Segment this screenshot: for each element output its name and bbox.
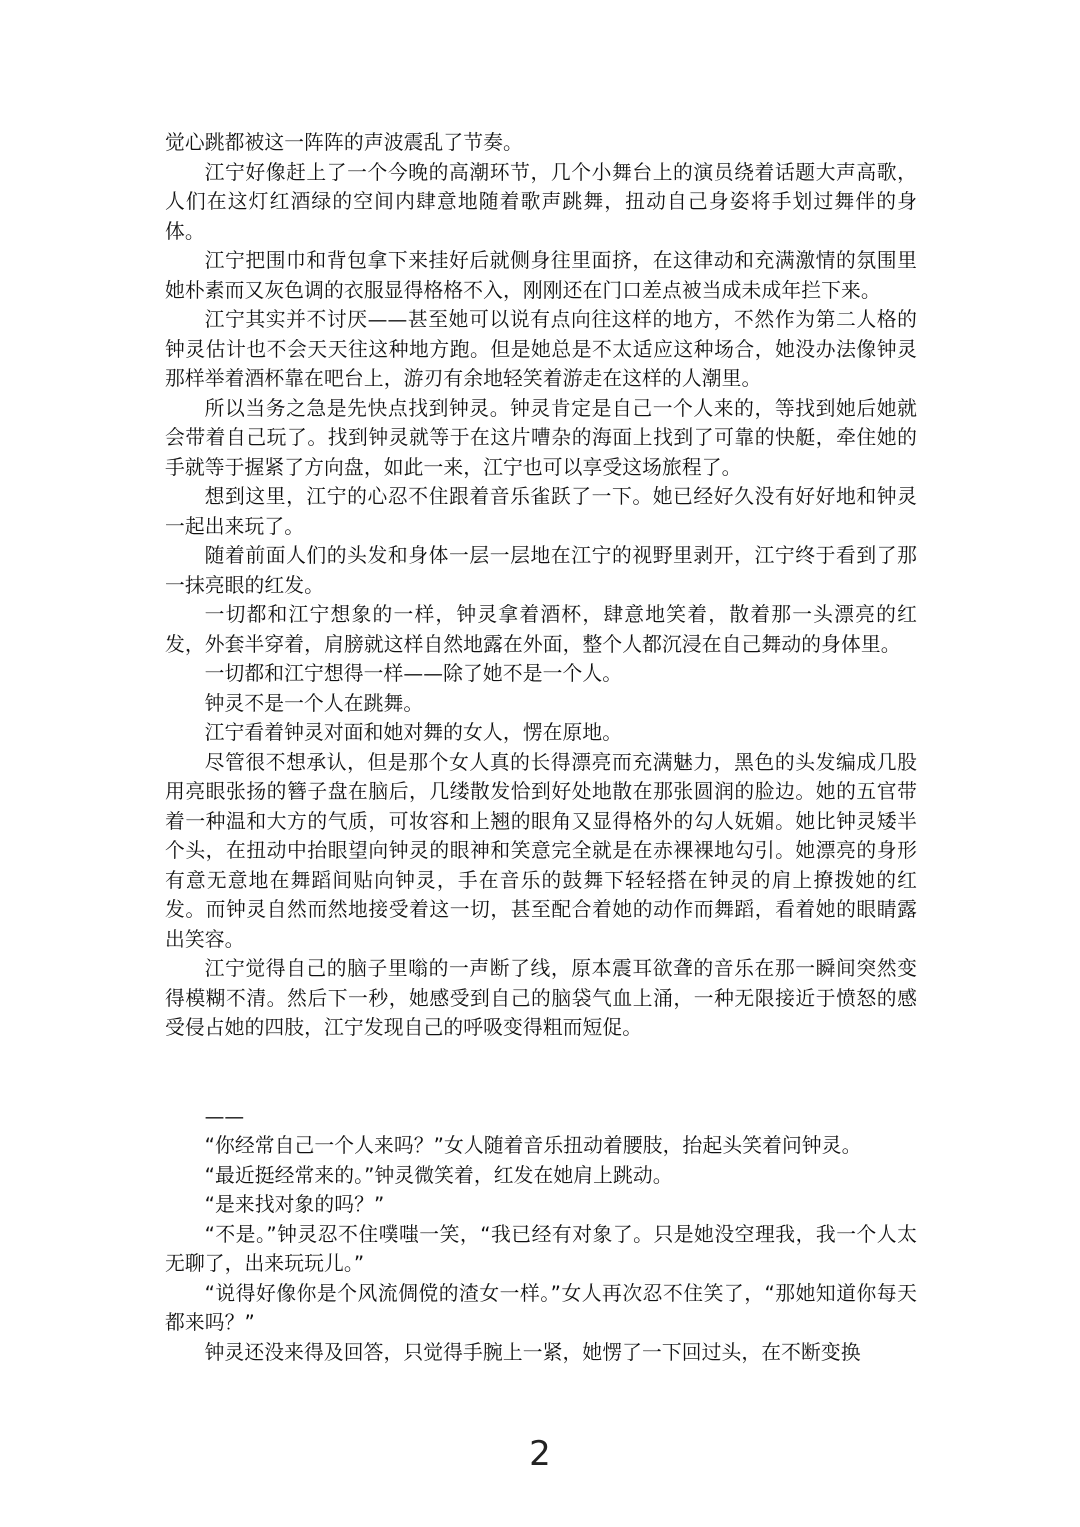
paragraph: 江宁把围巾和背包拿下来挂好后就侧身往里面挤，在这律动和充满激情的氛围里她朴素而又灰色调的衣服显得格格不入，刚刚还在门口差点被当成未成年拦下来。 [165,249,917,302]
dialogue-paragraph: “是来找对象的吗？” [204,1193,385,1216]
paragraph: 钟灵还没来得及回答，只觉得手腕上一紧，她愣了一下回过头，在不断变换 [204,1340,861,1364]
paragraph: 想到这里，江宁的心忍不住跟着音乐雀跃了一下。她已经好久没有好好地和钟灵一起出来玩了。 [165,485,917,538]
paragraph: 一切都和江宁想得一样——除了她不是一个人。 [204,662,623,685]
paragraph: 江宁其实并不讨厌——甚至她可以说有点向往这样的地方，不然作为第二人格的钟灵估计也不会天天往这种地方跑。但是她总是不太适应这种场合，她没办法像钟灵那样举着酒杯靠在吧台上，游刃有余地轻笑着游走在这样的人潮里。 [165,308,917,390]
paragraph: 江宁看着钟灵对面和她对舞的女人，愣在原地。 [204,721,623,744]
paragraph: 尽管很不想承认，但是那个女人真的长得漂亮而充满魅力，黑色的头发编成几股用亮眼张扬的簪子盘在脑后，几缕散发恰到好处地散在那张圆润的脸边。她的五官带着一种温和大方的气质，可妆容和上翘的眼角又显得格外的勾人妩媚。她比钟灵矮半个头，在扭动中抬眼望向钟灵的眼神和笑意完全就是在赤裸裸地勾引。她漂亮的身形有意无意地在舞蹈间贴向钟灵，手在音乐的鼓舞下轻轻搭在钟灵的肩上撩拨她的红发。而钟灵自然而然地接受着这一切，甚至配合着她的动作而舞蹈，看着她的眼睛露出笑容。 [165,750,917,951]
paragraph: 钟灵不是一个人在跳舞。 [204,691,424,715]
dialogue-paragraph: “说得好像你是个风流倜傥的渣女一样。”女人再次忍不住笑了，“那她知道你每天都来吗？” [165,1281,917,1334]
paragraph: 所以当务之急是先快点找到钟灵。钟灵肯定是自己一个人来的，等找到她后她就会带着自己玩了。找到钟灵就等于在这片嘈杂的海面上找到了可靠的快艇，牵住她的手就等于握紧了方向盘，如此一来，江宁也可以享受这场旅程了。 [165,396,917,479]
dialogue-paragraph: “不是。”钟灵忍不住噗嗤一笑，“我已经有对象了。只是她没空理我，我一个人太无聊了，出来玩玩儿。” [165,1222,917,1275]
dialogue-paragraph: “最近挺经常来的。”钟灵微笑着，红发在她肩上跳动。 [204,1163,673,1187]
page-number: 2 [529,1434,551,1474]
paragraph-continued: 觉心跳都被这一阵阵的声波震乱了节奏。 [165,131,523,154]
paragraph: 随着前面人们的头发和身体一层一层地在江宁的视野里剥开，江宁终于看到了那一抹亮眼的红发。 [165,544,917,597]
document-body [165,128,917,1367]
paragraph: 江宁觉得自己的脑子里嗡的一声断了线，原本震耳欲聋的音乐在那一瞬间突然变得模糊不清。然后下一秒，她感受到自己的脑袋气血上涌，一种无限接近于愤怒的感受侵占她的四肢，江宁发现自己的呼吸变得粗而短促。 [165,957,917,1039]
section-break: —— [204,1104,245,1128]
dialogue-paragraph: “你经常自己一个人来吗？”女人随着音乐扭动着腰肢，抬起头笑着问钟灵。 [204,1134,862,1157]
paragraph: 一切都和江宁想象的一样，钟灵拿着酒杯，肆意地笑着，散着那一头漂亮的红发，外套半穿着，肩膀就这样自然地露在外面，整个人都沉浸在自己舞动的身体里。 [165,603,917,656]
paragraph: 江宁好像赶上了一个今晚的高潮环节，几个小舞台上的演员绕着话题大声高歌，人们在这灯红酒绿的空间内肆意地随着歌声跳舞，扭动自己身姿将手划过舞伴的身体。 [165,160,917,243]
section-spacer [165,1043,917,1102]
